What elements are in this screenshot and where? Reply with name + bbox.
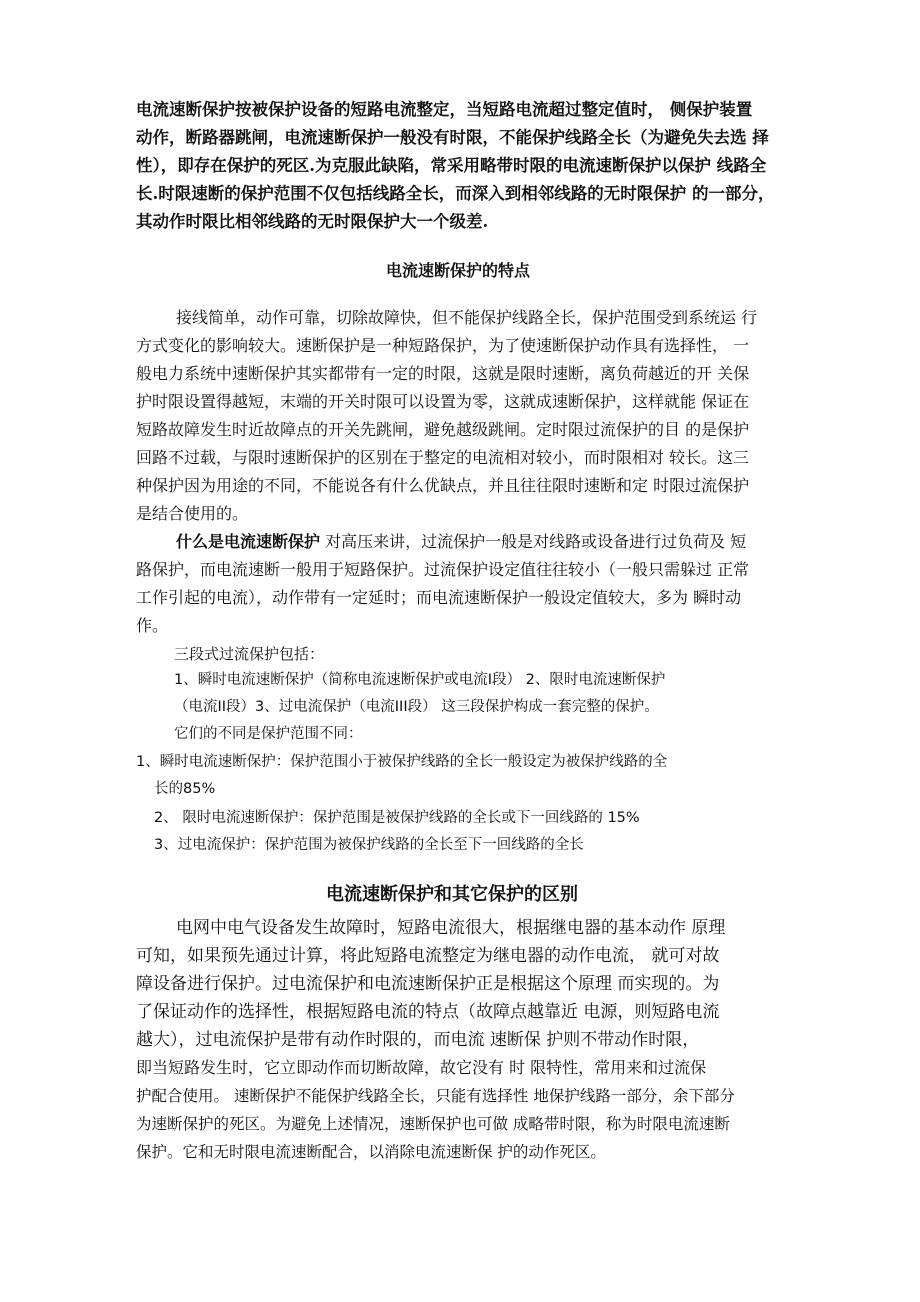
paragraph-line: 护配合使用。 速断保护不能保护线路全长，只能有选择性 地保护线路一部分，余下部分 bbox=[136, 1087, 735, 1105]
paragraph-line: 接线简单，动作可靠，切除故障快，但不能保护线路全长，保护范围受到系统运 行 bbox=[176, 308, 758, 327]
paragraph-line: 般电力系统中速断保护其实都带有一定的时限，这就是限时速断，离负荷越近的开 关保 bbox=[136, 364, 750, 383]
range-item-2: 2、 限时电流速断保护：保护范围是被保护线路的全长或下一回线路的 15% bbox=[154, 810, 640, 826]
paragraph-line: 回路不过载，与限时速断保护的区别在于整定的电流相对较小，而时限相对 较长。这三 bbox=[136, 448, 750, 467]
paragraph-line: 为速断保护的死区。为避免上述情况，速断保护也可做 成略带时限，称为时限电流速断 bbox=[136, 1115, 730, 1133]
paragraph-line: 了保证动作的选择性，根据短路电流的特点（故障点越靠近 电源，则短路电流 bbox=[136, 1002, 720, 1022]
paragraph-line: 保护。它和无时限电流速断配合，以消除电流速断保 护的动作死区。 bbox=[136, 1143, 606, 1161]
intro-line: 电流速断保护按被保护设备的短路电流整定，当短路电流超过整定值时， 侧保护装置 bbox=[136, 100, 753, 119]
intro-line: 动作，断路器跳闸，电流速断保护一般没有时限，不能保护线路全长（为避免失去选 择 bbox=[136, 128, 769, 147]
section-heading-features: 电流速断保护的特点 bbox=[386, 261, 531, 280]
whatis-term: 什么是电流速断保护 bbox=[176, 532, 321, 551]
paragraph-line: 越大），过电流保护是带有动作时限的，而电流 速断保 护则不带动作时限， bbox=[136, 1030, 700, 1050]
paragraph-line: 工作引起的电流），动作带有一定延时；而电流速断保护一般设定值较大，多为 瞬时动 bbox=[136, 588, 742, 607]
paragraph-line: 作。 bbox=[136, 616, 169, 635]
paragraph-line: 种保护因为用途的不同，不能说各有什么优缺点，并且往往限时速断和定 时限过流保护 bbox=[136, 476, 750, 495]
three-stage-line: （电流II段）3、过电流保护（电流III段） 这三段保护构成一套完整的保护。 bbox=[174, 699, 659, 715]
whatis-first-text: 对高压来讲，过流保护一般是对线路或设备进行过负荷及 短 bbox=[320, 532, 747, 551]
paragraph-line: 障设备进行保护。过电流保护和电流速断保护正是根据这个原理 而实现的。为 bbox=[136, 974, 720, 994]
paragraph-line: 短路故障发生时近故障点的开关先跳闸，避免越级跳闸。定时限过流保护的目 的是保护 bbox=[136, 420, 750, 439]
range-item-3: 3、过电流保护：保护范围为被保护线路的全长至下一回线路的全长 bbox=[154, 837, 584, 853]
difference-intro: 它们的不同是保护范围不同： bbox=[174, 726, 363, 742]
intro-line: 长.时限速断的保护范围不仅包括线路全长，而深入到相邻线路的无时限保护 的一部分， bbox=[136, 184, 775, 203]
paragraph-line: 是结合使用的。 bbox=[136, 504, 249, 523]
paragraph-line: 可知，如果预先通过计算，将此短路电流整定为继电器的动作电流， 就可对故 bbox=[136, 946, 720, 966]
section-heading-difference: 电流速断保护和其它保护的区别 bbox=[326, 884, 578, 905]
range-item-1: 1、瞬时电流速断保护：保护范围小于被保护线路的全长一般设定为被保护线路的全 bbox=[136, 754, 668, 770]
intro-line: 性），即存在保护的死区.为克服此缺陷，常采用略带时限的电流速断保护以保护 线路全 bbox=[136, 156, 767, 175]
paragraph-line: 护时限设置得越短，末端的开关时限可以设置为零，这就成速断保护，这样就能 保证在 bbox=[136, 392, 750, 411]
intro-line: 其动作时限比相邻线路的无时限保护大一个级差. bbox=[136, 212, 489, 231]
whatis-first-line bbox=[176, 532, 746, 552]
paragraph-line: 即当短路发生时，它立即动作而切断故障，故它没有 时 限特性，常用来和过流保 bbox=[136, 1058, 707, 1077]
range-item-1-cont: 长的85% bbox=[154, 781, 216, 797]
three-stage-intro: 三段式过流保护包括： bbox=[174, 645, 325, 663]
paragraph-line: 路保护，而电流速断一般用于短路保护。过流保护设定值往往较小（一般只需躲过 正常 bbox=[136, 560, 750, 579]
paragraph-line: 方式变化的影响较大。速断保护是一种短路保护，为了使速断保护动作具有选择性， 一 bbox=[136, 336, 750, 355]
three-stage-line: 1、瞬时电流速断保护（简称电流速断保护或电流I段） 2、限时电流速断保护 bbox=[174, 672, 666, 688]
paragraph-line: 电网中电气设备发生故障时，短路电流很大，根据继电器的基本动作 原理 bbox=[176, 918, 726, 938]
